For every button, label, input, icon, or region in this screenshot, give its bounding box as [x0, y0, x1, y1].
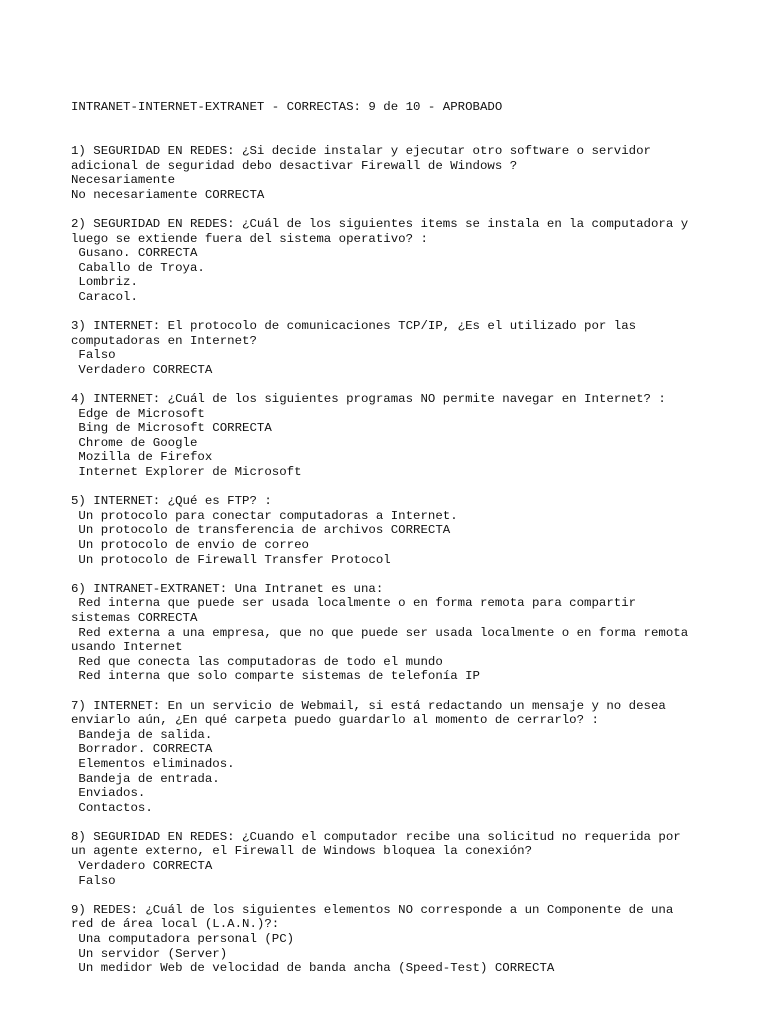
question-separator: [71, 305, 761, 320]
question-line: usando Internet: [71, 640, 183, 655]
question-text: 2) SEGURIDAD EN REDES: ¿Cuál de los siguientes items se instala en la computadora y: [71, 216, 689, 231]
question-separator: [71, 684, 761, 699]
question-line: Lombriz.: [71, 275, 138, 290]
question-block: [71, 494, 761, 567]
question-separator: [71, 888, 761, 903]
question-line: sistemas CORRECTA: [71, 610, 198, 625]
document-header: INTRANET-INTERNET-EXTRANET - CORRECTAS: 9 de 10 - APROBADO: [71, 100, 503, 115]
question-line: Un protocolo de transferencia de archivos CORRECTA: [71, 523, 451, 538]
question-line: Gusano. CORRECTA: [71, 246, 198, 261]
question-text: 9) REDES: ¿Cuál de los siguientes elementos NO corresponde a un Componente de una: [71, 902, 674, 917]
question-line: Chrome de Google: [71, 435, 198, 450]
question-text: 8) SEGURIDAD EN REDES: ¿Cuando el computador recibe una solicitud no requerida por: [71, 829, 681, 844]
question-line: Un protocolo de Firewall Transfer Protocol: [71, 552, 391, 567]
question-block: [71, 903, 761, 976]
question-separator: [71, 815, 761, 830]
question-line: Contactos.: [71, 800, 153, 815]
question-line: Un protocolo de envio de correo: [71, 538, 309, 552]
question-line: Verdadero CORRECTA: [71, 362, 213, 377]
question-line: Verdadero CORRECTA: [71, 859, 213, 874]
question-line: Necesariamente: [71, 173, 176, 188]
question-line: Bandeja de entrada.: [71, 771, 220, 786]
question-block: [71, 582, 761, 684]
question-separator: [71, 377, 761, 392]
question-line: un agente externo, el Firewall de Windows bloquea la conexión?: [71, 844, 533, 859]
question-line: Bing de Microsoft CORRECTA: [71, 421, 272, 436]
question-line: Mozilla de Firefox: [71, 450, 213, 465]
question-line: Un servidor (Server): [71, 946, 228, 961]
question-block: [71, 144, 761, 202]
question-text: 4) INTERNET: ¿Cuál de los siguientes programas NO permite navegar en Internet? :: [71, 392, 666, 407]
question-line: Un medidor Web de velocidad de banda ancha (Speed-Test) CORRECTA: [71, 961, 555, 976]
question-text: 6) INTRANET-EXTRANET: Una Intranet es una:: [71, 581, 384, 596]
question-line: Internet Explorer de Microsoft: [71, 465, 302, 480]
question-line: Falso: [71, 348, 116, 363]
question-text: 7) INTERNET: En un servicio de Webmail, si está redactando un mensaje y no desea: [71, 698, 666, 713]
question-line: Red interna que puede ser usada localmente o en forma remota para compartir: [71, 596, 637, 611]
question-text: 3) INTERNET: El protocolo de comunicaciones TCP/IP, ¿Es el utilizado por las: [71, 319, 637, 334]
question-block: [71, 392, 761, 480]
question-line: Red que conecta las computadoras de todo el mundo: [71, 654, 443, 669]
question-line: Una computadora personal (PC): [71, 932, 295, 947]
question-block: [71, 217, 761, 305]
question-line: Borrador. CORRECTA: [71, 742, 213, 757]
question-separator: [71, 480, 761, 495]
question-line: Edge de Microsoft: [71, 406, 205, 421]
question-text: 5) INTERNET: ¿Qué es FTP? :: [71, 494, 272, 509]
question-line: luego se extiende fuera del sistema operativo? :: [71, 231, 428, 246]
question-line: Caracol.: [71, 289, 138, 304]
question-line: Un protocolo para conectar computadoras a Internet.: [71, 508, 458, 523]
question-block: [71, 699, 761, 816]
question-line: No necesariamente CORRECTA: [71, 187, 265, 202]
question-line: Red externa a una empresa, que no que puede ser usada localmente o en forma remota: [71, 625, 689, 640]
question-line: Red interna que solo comparte sistemas de telefonía IP: [71, 669, 480, 684]
question-line: computadoras en Internet?: [71, 333, 257, 348]
question-line: red de área local (L.A.N.)?:: [71, 917, 280, 932]
question-line: adicional de seguridad debo desactivar Firewall de Windows ?: [71, 158, 518, 173]
question-separator: [71, 567, 761, 582]
question-block: [71, 319, 761, 377]
question-line: Enviados.: [71, 786, 146, 801]
question-line: Caballo de Troya.: [71, 260, 205, 275]
question-line: Elementos eliminados.: [71, 756, 235, 771]
question-line: enviarlo aún, ¿En qué carpeta puedo guardarlo al momento de cerrarlo? :: [71, 713, 599, 728]
question-text: 1) SEGURIDAD EN REDES: ¿Si decide instalar y ejecutar otro software o servidor: [71, 143, 651, 158]
question-block: [71, 830, 761, 888]
question-list: [71, 144, 761, 976]
question-separator: [71, 202, 761, 217]
question-line: Bandeja de salida.: [71, 727, 213, 742]
document-page: [71, 71, 761, 990]
question-line: Falso: [71, 873, 116, 888]
